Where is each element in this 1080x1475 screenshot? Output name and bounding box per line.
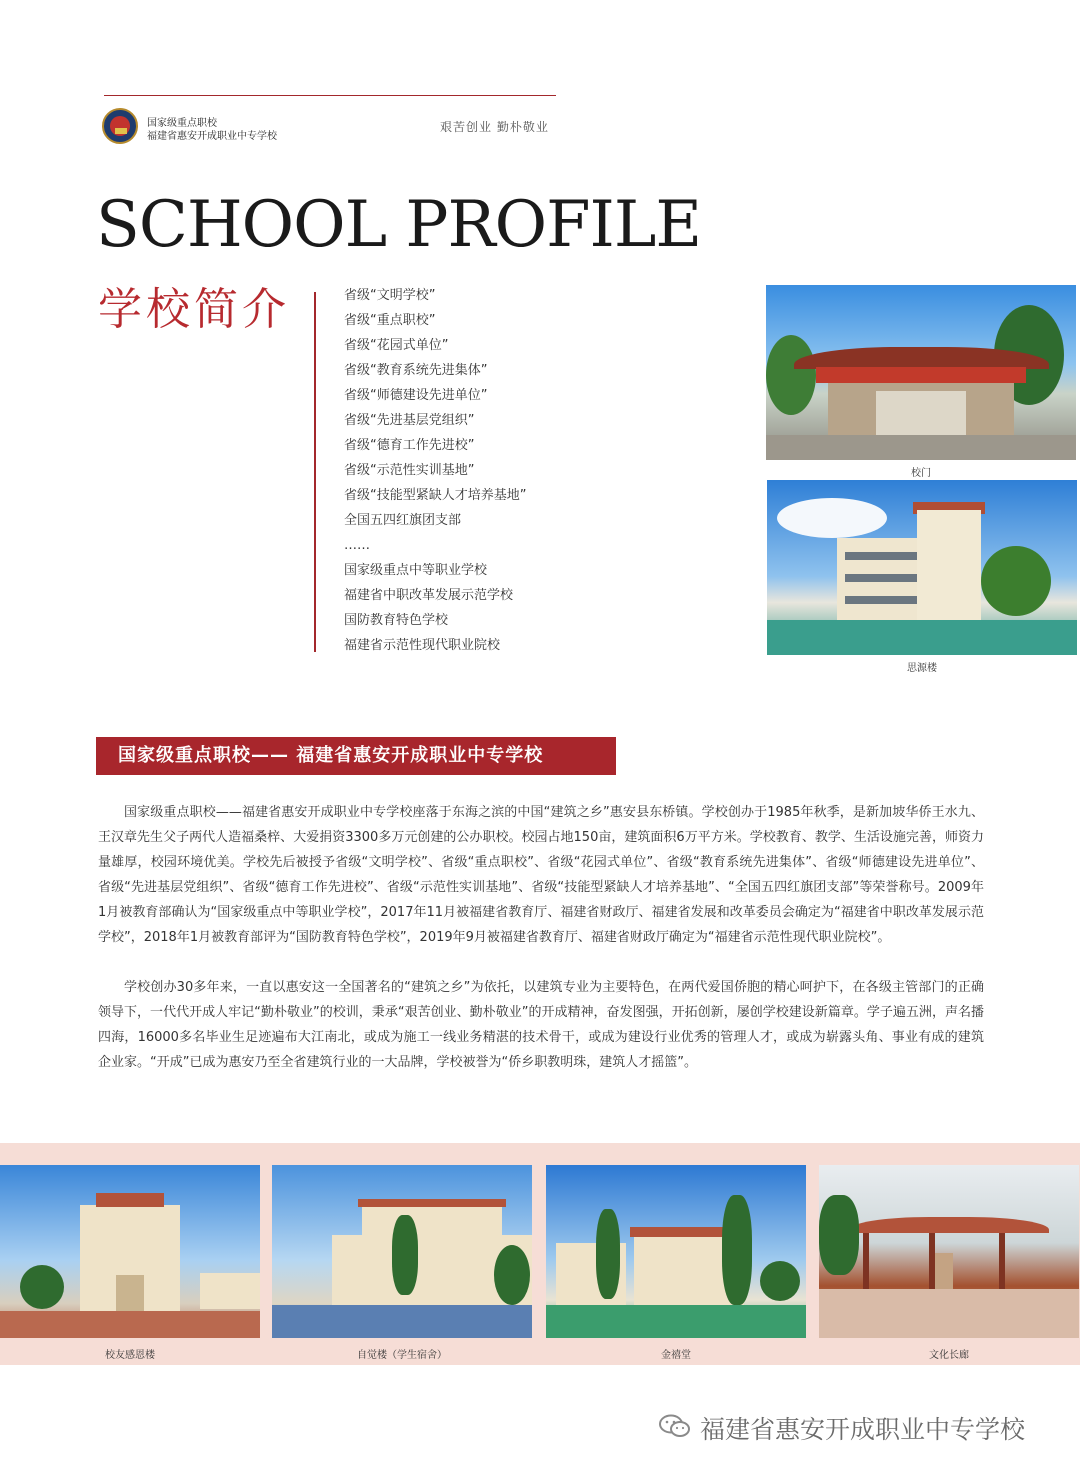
intro-paragraph-2: 学校创办30多年来，一直以惠安这一全国著名的“建筑之乡”为依托，以建筑专业为主要特色，在两代爱国侨胞的精心呵护下，在各级主管部门的正确领导下，一代代开成人牢记“勤朴敬业”的校训，秉承“艰苦创业、勤朴敬业”的开成精神，奋发图强，开拓创新，屡创学校建设新篇章。学子遍五洲，声名播四海，16000多名毕业生足迹遍布大江南北，或成为施工一线业务精湛的技术骨干，或成为建设行业优秀的管理人才，或成为崭露头角、事业有成的建筑企业家。“开成”已成为惠安乃至全省建筑行业的一大品牌，学校被誉为“侨乡职教明珠，建筑人才摇篮”。 xyxy=(98,980,984,1070)
honor-item-ellipsis: …… xyxy=(344,538,370,553)
logo-line-1: 国家级重点职校 xyxy=(147,118,217,129)
honor-item: 全国五四红旗团支部 xyxy=(344,513,462,528)
school-motto: 艰苦创业 勤朴敬业 xyxy=(440,120,549,134)
photo-caption-3: 金禧堂 xyxy=(661,1350,691,1361)
wechat-icon xyxy=(658,1413,692,1439)
section-banner xyxy=(96,737,616,775)
siyuan-photo-caption: 思源楼 xyxy=(907,663,937,674)
school-gate-photo xyxy=(766,285,1076,460)
honor-item: 福建省中职改革发展示范学校 xyxy=(344,588,514,603)
school-logo-icon xyxy=(102,108,138,144)
honors-list xyxy=(344,283,526,658)
alumni-building-photo xyxy=(0,1165,260,1338)
page-title-cn: 学校简介 xyxy=(98,284,290,335)
logo-line-2: 福建省惠安开成职业中专学校 xyxy=(147,131,277,142)
intro-paragraph-1: 国家级重点职校——福建省惠安开成职业中专学校座落于东海之滨的中国“建筑之乡”惠安县东桥镇。学校创办于1985年秋季，是新加坡华侨王水九、王汉章先生父子两代人造福桑梓、大爱捐资3300多万元创建的公办职校。校园占地150亩，建筑面积6万平方米。学校教育、教学、生活设施完善，师资力量雄厚，校园环境优美。学校先后被授予省级“文明学校”、省级“重点职校”、省级“花园式单位”、省级“教育系统先进集体”、省级“师德建设先进单位”、省级“先进基层党组织”、省级“德育工作先进校”、省级“示范性实训基地”、省级“技能型紧缺人才培养基地”、“全国五四红旗团支部”等荣誉称号。2009年1月被教育部确认为“国家级重点中等职业学校”，2017年11月被福建省教育厅、福建省财政厅、福建省发展和改革委员会确定为“福建省中职改革发展示范学校”，2018年1月被教育部评为“国防教育特色学校”，2019年9月被福建省教育厅、福建省财政厅确定为“福建省示范性现代职业院校”。 xyxy=(98,805,984,945)
honor-item: 福建省示范性现代职业院校 xyxy=(344,638,501,653)
section-banner-text: 国家级重点职校—— 福建省惠安开成职业中专学校 xyxy=(118,745,544,766)
honor-item: 省级“技能型紧缺人才培养基地” xyxy=(344,488,527,503)
jinxi-hall-photo xyxy=(546,1165,806,1338)
honor-item: 省级“先进基层党组织” xyxy=(344,413,475,428)
honor-item: 国防教育特色学校 xyxy=(344,613,449,628)
title-divider xyxy=(314,292,316,652)
honor-item: 省级“教育系统先进集体” xyxy=(344,363,488,378)
honor-item: 省级“花园式单位” xyxy=(344,338,449,353)
header-rule xyxy=(104,95,556,96)
photo-caption-2: 自觉楼（学生宿舍） xyxy=(357,1350,447,1361)
page-title-en: SCHOOL PROFILE xyxy=(96,188,702,262)
watermark-text: 福建省惠安开成职业中专学校 xyxy=(700,1415,1026,1444)
dormitory-photo xyxy=(272,1165,532,1338)
honor-item: 省级“示范性实训基地” xyxy=(344,463,475,478)
photo-caption-4: 文化长廊 xyxy=(929,1350,969,1361)
honor-item: 省级“重点职校” xyxy=(344,313,436,328)
honor-item: 国家级重点中等职业学校 xyxy=(344,563,488,578)
honor-item: 省级“师德建设先进单位” xyxy=(344,388,488,403)
culture-corridor-photo xyxy=(819,1165,1079,1338)
honor-item: 省级“文明学校” xyxy=(344,288,436,303)
honor-item: 省级“德育工作先进校” xyxy=(344,438,475,453)
photo-caption-1: 校友感恩楼 xyxy=(105,1350,155,1361)
siyuan-building-photo xyxy=(767,480,1077,655)
gate-photo-caption: 校门 xyxy=(911,468,931,479)
